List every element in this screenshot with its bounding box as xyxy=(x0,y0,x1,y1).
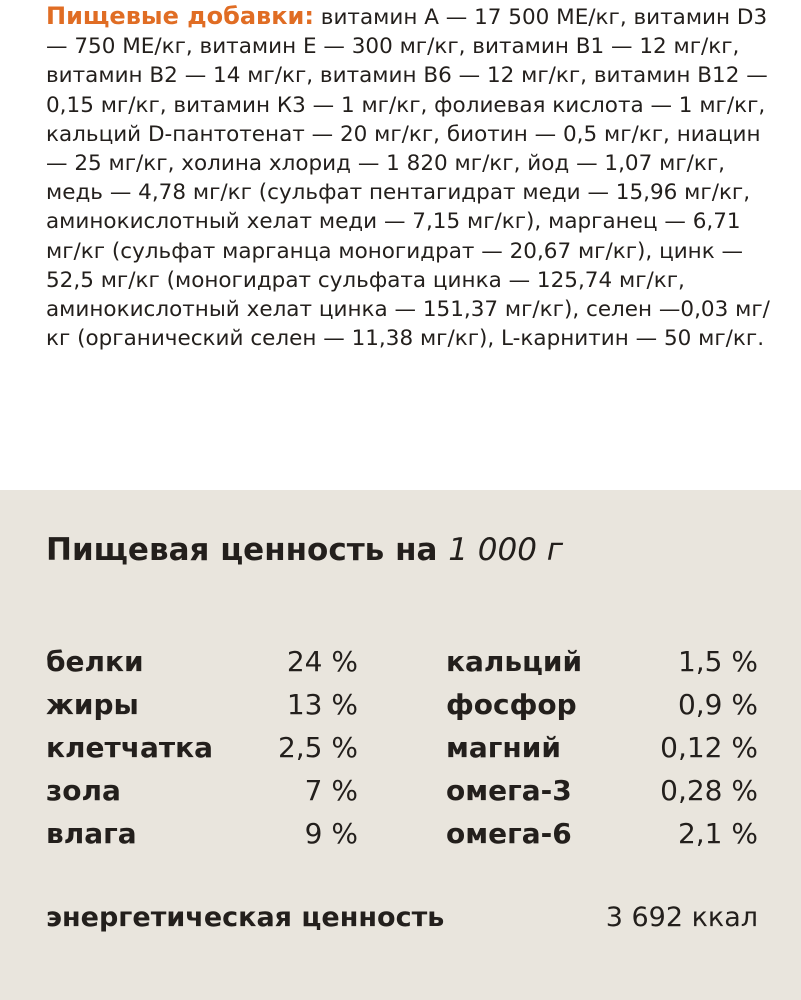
nutrition-amount: 1 000 г xyxy=(448,532,564,568)
nutrition-title xyxy=(46,530,563,570)
nutrition-row xyxy=(46,812,358,855)
nutrition-row xyxy=(46,769,358,812)
energy-row xyxy=(46,898,758,938)
nutrition-row xyxy=(46,640,358,683)
nutrient-name: кальций xyxy=(446,645,583,678)
nutrient-value: 24 % xyxy=(286,645,358,678)
nutrient-name: омега-3 xyxy=(446,774,572,807)
nutrient-value: 9 % xyxy=(304,817,358,850)
nutrient-value: 2,1 % xyxy=(677,817,758,850)
nutrient-name: клетчатка xyxy=(46,731,213,764)
additives-section xyxy=(0,0,801,490)
nutrient-name: магний xyxy=(446,731,561,764)
nutrition-column-right xyxy=(446,640,758,855)
energy-label: энергетическая ценность xyxy=(46,902,445,933)
nutrient-name: влага xyxy=(46,817,137,850)
nutrient-name: жиры xyxy=(46,688,139,721)
additives-text: витамин А — 17 500 МЕ/кг, витамин D3 — 750 МЕ/кг, витамин Е — 300 мг/кг, витамин В1 — 12 мг/кг, витамин В2 — 14 мг/кг, витамин В6 — 12 мг/кг, витамин В12 — 0,15 мг/кг, витамин К3 — 1 мг/кг, фолиевая кислота — 1 мг/кг, кальций D-пантотенат — 20 мг/кг, биотин — 0,5 мг/кг, ниацин — 25 мг/кг, холина хлорид — 1 820 мг/кг, йод — 1,07 мг/кг, медь — 4,78 мг/кг (сульфат пентагидрат меди — 15,96 мг/кг, аминокислотный хелат меди — 7,15 мг/кг), марганец — 6,71 мг/кг (сульфат марганца моногидрат — 20,67 мг/кг), цинк — 52,5 мг/кг (моногидрат сульфата цинка — 125,74 мг/кг, аминокислотный хелат цинка — 151,37 мг/кг), селен —0,03 мг/кг (органический селен — 11,38 мг/кг), L-карнитин — 50 мг/кг. xyxy=(46,5,770,352)
nutrition-row xyxy=(446,726,758,769)
nutrient-value: 1,5 % xyxy=(677,645,758,678)
nutrient-value: 13 % xyxy=(286,688,358,721)
additives-heading: Пищевые добавки: xyxy=(46,2,314,30)
nutrition-row xyxy=(46,683,358,726)
nutrient-value: 0,9 % xyxy=(677,688,758,721)
nutrient-name: белки xyxy=(46,645,144,678)
nutrition-row xyxy=(446,812,758,855)
nutrition-row xyxy=(446,640,758,683)
nutrition-row xyxy=(446,683,758,726)
nutrient-name: фосфор xyxy=(446,688,577,721)
nutrient-value: 0,28 % xyxy=(660,774,758,807)
nutrition-row xyxy=(46,726,358,769)
additives-paragraph xyxy=(46,0,771,353)
nutrition-title-text: Пищевая ценность на xyxy=(46,532,449,568)
nutrition-section xyxy=(0,490,801,1000)
nutrient-value: 2,5 % xyxy=(277,731,358,764)
nutrient-name: зола xyxy=(46,774,121,807)
nutrition-row xyxy=(446,769,758,812)
nutrient-name: омега-6 xyxy=(446,817,572,850)
nutrient-value: 0,12 % xyxy=(660,731,758,764)
energy-value: 3 692 ккал xyxy=(605,902,758,933)
nutrition-column-left xyxy=(46,640,358,855)
nutrient-value: 7 % xyxy=(304,774,358,807)
